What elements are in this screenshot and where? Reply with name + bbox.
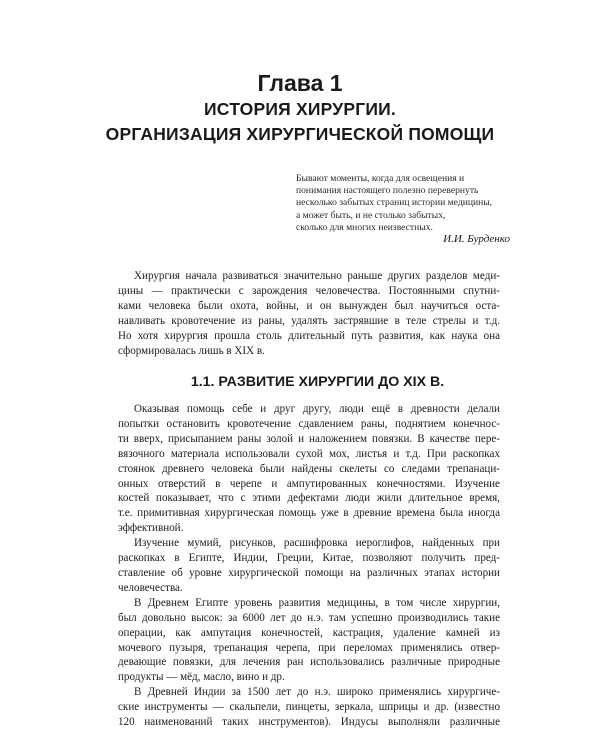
text-line: Изучение мумий, рисунков, расшифровка иероглифов, найденных при xyxy=(134,537,500,550)
intro-paragraph xyxy=(118,269,500,358)
text-line: Оказывая помощь себе и друг другу, люди ещё в древности делали xyxy=(134,403,500,415)
text-line: эффективной. xyxy=(118,522,184,535)
epigraph-line: Бывают моменты, когда для освещения и xyxy=(296,173,465,184)
text-line: ские инструменты — скальпели, пинцеты, зеркала, шприцы и др. (известно xyxy=(118,701,500,714)
text-line: продукты — мёд, масло, вино и др. xyxy=(118,671,285,684)
text-line: В Древней Индии за 1500 лет до н.э. широко применялись хирургиче- xyxy=(134,686,500,699)
text-line: ками человека были охота, войны, и он вынужден был научиться оста- xyxy=(118,299,500,312)
text-line: мочевого пузыря, трепанация черепа, при переломах применялись отвер- xyxy=(118,641,500,654)
text-line: В Древнем Египте уровень развития медицины, в том числе хирургии, xyxy=(134,596,500,609)
text-line: девающие повязки, для лечения ран использовались различные природные xyxy=(118,656,500,669)
text-line: сформировалась лишь в XIX в. xyxy=(118,344,265,357)
text-line: Но хотя хирургия прошла столь длительный путь развития, как наука она xyxy=(118,329,500,342)
text-line: цины — практически с зарождения человечества. Постоянными спутни- xyxy=(118,284,500,297)
epigraph-line: несколько забытых страниц истории медицины, xyxy=(296,197,493,209)
epigraph-author: И.И. Бурденко xyxy=(443,233,510,245)
epigraph-line: понимания настоящего полезно перевернуть xyxy=(296,185,479,197)
body-text xyxy=(118,402,500,730)
text-line: вязочного материала использовали сухой мох, листья и т.д. При раскопках xyxy=(118,447,500,460)
text-line: 120 наименований таких инструментов). Индусы выполняли различные xyxy=(118,716,500,729)
text-line: ти вверх, присыпанием раны золой и наложением повязки. В качестве пере- xyxy=(118,432,500,445)
text-line: онных отверстий в черепе и ампутированных конечностями. Изучение xyxy=(118,477,500,490)
chapter-title-line-2: ОРГАНИЗАЦИЯ ХИРУРГИЧЕСКОЙ ПОМОЩИ xyxy=(105,124,495,144)
text-line: человечества. xyxy=(118,581,183,594)
text-line: попытки остановить кровотечение сдавлением раны, поднятием конечнос- xyxy=(118,417,500,430)
text-line: костей показывает, что с этими дефектами люди жили длительное время, xyxy=(118,492,500,505)
text-line: навливать кровотечение из раны, удалять застрявшие в теле стрелы и т.д. xyxy=(118,314,500,327)
text-line: т.е. примитивная хирургическая помощь уже в древние времена была иногда xyxy=(118,507,500,520)
text-line: был довольно высок: за 6000 лет до н.э. там успешно производились такие xyxy=(118,611,500,624)
text-line: ставление об уровне хирургической помощи на различных этапах истории xyxy=(118,566,500,579)
chapter-number: Глава 1 xyxy=(257,70,343,96)
text-line: операции, как ампутация конечностей, кастрация, удаление камней из xyxy=(118,626,500,639)
epigraph xyxy=(296,173,526,234)
section-heading: 1.1. РАЗВИТИЕ ХИРУРГИИ ДО XIX В. xyxy=(190,374,445,390)
text-line: раскопках в Египте, Индии, Греции, Китае, позволяют получить пред- xyxy=(118,552,500,565)
text-line: стоянок древнего человека были найдены скелеты со следами трепанаци- xyxy=(118,462,500,475)
epigraph-line: а может быть, и не столько забытых, xyxy=(296,209,446,221)
text-line: Хирургия начала развиваться значительно раньше других разделов меди- xyxy=(134,270,500,282)
epigraph-line: сколько для многих неизвестных. xyxy=(296,221,433,233)
chapter-title-line-1: ИСТОРИЯ ХИРУРГИИ. xyxy=(204,99,396,119)
